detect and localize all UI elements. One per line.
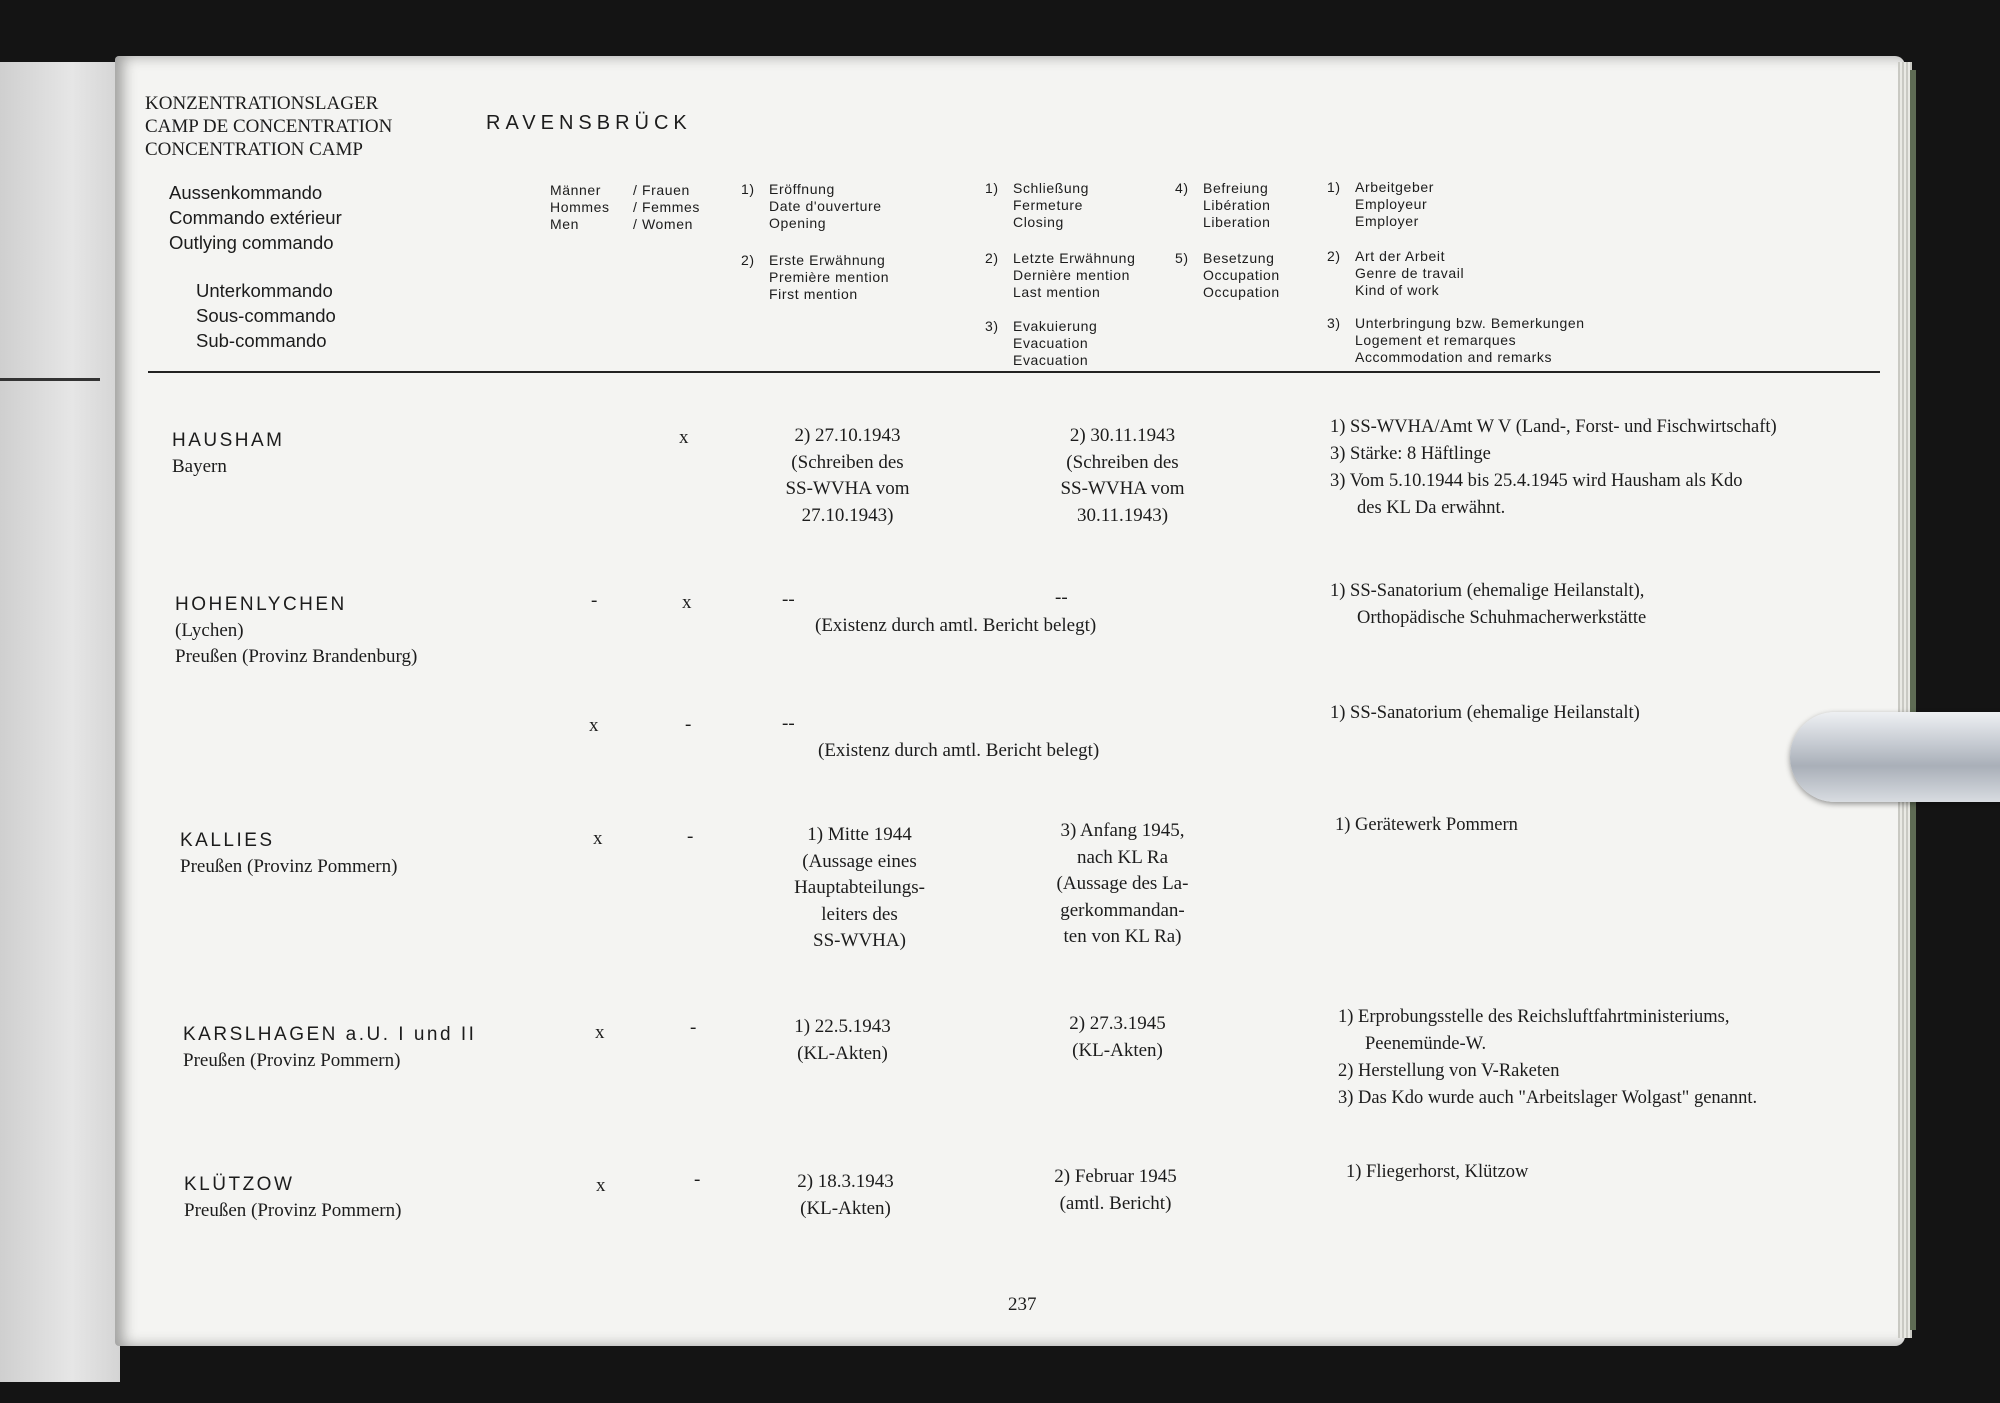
closing-cell — [1020, 818, 1225, 951]
men-de: Männer — [550, 182, 602, 198]
accommodation-de: Unterbringung bzw. Bemerkungen — [1355, 315, 1585, 331]
opening-line: 27.10.1943) — [801, 504, 894, 526]
closing-line: (amtl. Bericht) — [1059, 1192, 1172, 1214]
camp-line-de: KONZENTRATIONSLAGER — [145, 93, 379, 114]
entry-name: HOHENLYCHEN — [175, 594, 347, 615]
closing-num: 1) — [985, 180, 999, 196]
opening-en: Opening — [769, 215, 827, 231]
book-cover-edge — [1910, 70, 1916, 1330]
women-fr: / Femmes — [633, 199, 701, 215]
opening-line: 1) 22.5.1943 — [794, 1016, 891, 1037]
opening-cell: -- — [782, 713, 795, 734]
last-mention-en: Last mention — [1013, 284, 1101, 300]
page-number: 237 — [1008, 1294, 1037, 1315]
last-mention-de: Letzte Erwähnung — [1013, 250, 1136, 266]
outlying-line-fr: Commando extérieur — [169, 207, 342, 228]
entry-region: Preußen (Provinz Pommern) — [184, 1200, 402, 1221]
closing-line: gerkommandan- — [1060, 899, 1185, 921]
remark-line: 1) SS-Sanatorium (ehemalige Heilanstalt), — [1330, 581, 1645, 601]
last-mention-num: 2) — [985, 250, 999, 266]
remark-line: des KL Da erwähnt. — [1357, 498, 1506, 518]
closing-line: nach KL Ra — [1076, 846, 1169, 868]
entry-name: HAUSHAM — [172, 430, 285, 451]
entry-name: KLÜTZOW — [184, 1174, 295, 1195]
closing-line: 2) Februar 1945 — [1054, 1166, 1177, 1187]
liberation-num: 4) — [1175, 180, 1189, 196]
first-mention-column-header — [741, 252, 889, 303]
closing-line: ten von KL Ra) — [1063, 926, 1182, 947]
entry-region: (Lychen) — [175, 620, 244, 641]
evacuation-de: Evakuierung — [1013, 318, 1098, 334]
accommodation-fr: Logement et remarques — [1355, 332, 1517, 348]
evacuation-fr: Evacuation — [1013, 335, 1089, 351]
remark-line: 3) Stärke: 8 Häftlinge — [1330, 444, 1491, 464]
occupation-de: Besetzung — [1203, 250, 1275, 266]
remarks-cell — [1330, 414, 1777, 522]
women-mark: x — [682, 592, 692, 613]
liberation-column-header — [1175, 180, 1271, 231]
left-page-rule — [0, 378, 100, 381]
remark-line: 1) Fliegerhorst, Klützow — [1346, 1162, 1529, 1182]
opening-line: (KL-Akten) — [800, 1197, 891, 1219]
opening-de: Eröffnung — [769, 181, 835, 197]
opening-line: SS-WVHA vom — [785, 478, 910, 499]
camp-line-en: CONCENTRATION CAMP — [145, 139, 363, 160]
closing-line: 2) 30.11.1943 — [1069, 425, 1176, 446]
occupation-fr: Occupation — [1203, 267, 1280, 283]
outlying-line-en: Outlying commando — [169, 232, 334, 253]
closing-line: SS-WVHA vom — [1060, 478, 1185, 499]
evacuation-en: Evacuation — [1013, 352, 1089, 368]
women-mark: - — [690, 1017, 697, 1038]
opening-line: SS-WVHA) — [813, 930, 906, 951]
closing-line: (KL-Akten) — [1072, 1039, 1163, 1061]
liberation-de: Befreiung — [1203, 180, 1269, 196]
men-mark: - — [591, 590, 598, 611]
employer-en: Employer — [1355, 213, 1419, 229]
liberation-fr: Libération — [1203, 197, 1271, 213]
evacuation-num: 3) — [985, 318, 999, 334]
accommodation-column-header — [1327, 315, 1585, 366]
opening-line: 2) 27.10.1943 — [794, 425, 901, 446]
first-mention-fr: Première mention — [769, 269, 890, 285]
remarks-cell — [1330, 700, 1640, 727]
remarks-cell — [1335, 812, 1518, 839]
last-mention-column-header — [985, 250, 1135, 301]
evacuation-column-header — [985, 318, 1097, 369]
work-column-header — [1327, 248, 1464, 299]
remark-line: 1) SS-Sanatorium (ehemalige Heilanstalt) — [1330, 703, 1640, 723]
work-en: Kind of work — [1355, 282, 1440, 298]
closing-cell — [1003, 1164, 1228, 1217]
men-mark: x — [595, 1022, 605, 1043]
sub-line-de: Unterkommando — [196, 280, 333, 301]
opening-line: 2) 18.3.1943 — [797, 1171, 894, 1192]
remark-line: 2) Herstellung von V-Raketen — [1338, 1061, 1560, 1081]
occupation-en: Occupation — [1203, 284, 1280, 300]
closing-cell — [1005, 1011, 1230, 1064]
closing-line: (Aussage des La- — [1056, 873, 1189, 894]
men-fr: Hommes — [550, 199, 610, 215]
opening-cell: -- — [782, 589, 795, 610]
first-mention-num: 2) — [741, 252, 755, 268]
remarks-cell — [1346, 1159, 1528, 1186]
opening-column-header — [741, 181, 882, 232]
closing-de: Schließung — [1013, 180, 1090, 196]
men-mark: x — [679, 427, 689, 448]
outlying-line-de: Aussenkommando — [169, 182, 323, 203]
entry-name-block — [180, 828, 397, 880]
employer-num: 1) — [1327, 179, 1341, 195]
work-fr: Genre de travail — [1355, 265, 1465, 281]
opening-line: (Schreiben des — [791, 451, 904, 473]
first-mention-de: Erste Erwähnung — [769, 252, 886, 268]
opening-line: Hauptabteilungs- — [794, 877, 925, 898]
employer-fr: Employeur — [1355, 196, 1428, 212]
remark-line: 1) Gerätewerk Pommern — [1335, 815, 1518, 835]
women-en: / Women — [633, 216, 693, 232]
occupation-num: 5) — [1175, 250, 1189, 266]
remark-line: Peenemünde-W. — [1365, 1034, 1487, 1054]
opening-line: (Aussage eines — [802, 850, 917, 872]
remark-line: 1) Erprobungsstelle des Reichsluftfahrtministeriums, — [1338, 1007, 1730, 1027]
closing-fr: Fermeture — [1013, 197, 1083, 213]
opening-num: 1) — [741, 181, 755, 197]
entry-name: KARSLHAGEN a.U. I und II — [183, 1024, 477, 1045]
closing-en: Closing — [1013, 214, 1064, 230]
remark-line: Orthopädische Schuhmacherwerkstätte — [1357, 608, 1647, 628]
closing-cell — [1010, 423, 1235, 529]
outlying-commando-header — [169, 180, 342, 255]
closing-line: 3) Anfang 1945, — [1060, 820, 1185, 841]
header-divider — [148, 371, 1880, 373]
women-mark: - — [685, 714, 692, 735]
work-num: 2) — [1327, 248, 1341, 264]
women-de: / Frauen — [633, 182, 690, 198]
camp-header — [145, 92, 392, 161]
women-column-header — [633, 182, 700, 233]
men-mark: x — [593, 828, 603, 849]
entry-name-block — [184, 1172, 401, 1224]
entry-name-block — [172, 428, 285, 480]
entry-region: Preußen (Provinz Brandenburg) — [175, 646, 418, 667]
opening-line: 1) Mitte 1944 — [807, 824, 912, 845]
closing-line: (Schreiben des — [1066, 451, 1179, 473]
opening-line: (KL-Akten) — [797, 1042, 888, 1064]
entry-name: KALLIES — [180, 830, 275, 851]
last-mention-fr: Dernière mention — [1013, 267, 1130, 283]
closing-line: 30.11.1943) — [1076, 504, 1169, 526]
opening-cell — [735, 423, 960, 529]
entry-region: Preußen (Provinz Pommern) — [180, 856, 398, 877]
men-column-header — [550, 182, 610, 233]
women-mark: - — [687, 826, 694, 847]
sub-commando-header — [196, 278, 336, 353]
employer-column-header — [1327, 179, 1434, 230]
remark-line: 3) Das Kdo wurde auch "Arbeitslager Wolgast" genannt. — [1338, 1088, 1758, 1108]
opening-fr: Date d'ouverture — [769, 198, 882, 214]
camp-name: RAVENSBRÜCK — [486, 112, 692, 134]
men-mark: x — [596, 1175, 606, 1196]
opening-line: leiters des — [821, 903, 898, 925]
camp-line-fr: CAMP DE CONCENTRATION — [145, 116, 393, 137]
accommodation-num: 3) — [1327, 315, 1341, 331]
existence-note: (Existenz durch amtl. Bericht belegt) — [818, 740, 1100, 761]
closing-cell: -- — [1055, 587, 1068, 608]
sub-line-en: Sub-commando — [196, 330, 327, 351]
men-mark: x — [589, 715, 599, 736]
work-de: Art der Arbeit — [1355, 248, 1446, 264]
remarks-cell — [1338, 1004, 1757, 1112]
opening-cell — [730, 1014, 955, 1067]
entry-region: Bayern — [172, 456, 227, 477]
occupation-column-header — [1175, 250, 1280, 301]
accommodation-en: Accommodation and remarks — [1355, 349, 1553, 365]
remark-line: 1) SS-WVHA/Amt W V (Land-, Forst- und Fischwirtschaft) — [1330, 417, 1777, 437]
closing-line: 2) 27.3.1945 — [1069, 1013, 1166, 1034]
women-mark: - — [694, 1169, 701, 1190]
pen-clip — [1790, 712, 2000, 802]
employer-de: Arbeitgeber — [1355, 179, 1434, 195]
liberation-en: Liberation — [1203, 214, 1271, 230]
remarks-cell — [1330, 578, 1646, 632]
remark-line: 3) Vom 5.10.1944 bis 25.4.1945 wird Hausham als Kdo — [1330, 471, 1743, 491]
opening-cell — [752, 822, 967, 955]
men-en: Men — [550, 216, 580, 232]
left-page-edge — [0, 62, 120, 1382]
sub-line-fr: Sous-commando — [196, 305, 336, 326]
entry-name-block — [175, 592, 417, 670]
entry-name-block — [183, 1022, 476, 1074]
entry-region: Preußen (Provinz Pommern) — [183, 1050, 401, 1071]
closing-column-header — [985, 180, 1089, 231]
opening-cell — [733, 1169, 958, 1222]
first-mention-en: First mention — [769, 286, 858, 302]
existence-note: (Existenz durch amtl. Bericht belegt) — [815, 615, 1097, 636]
